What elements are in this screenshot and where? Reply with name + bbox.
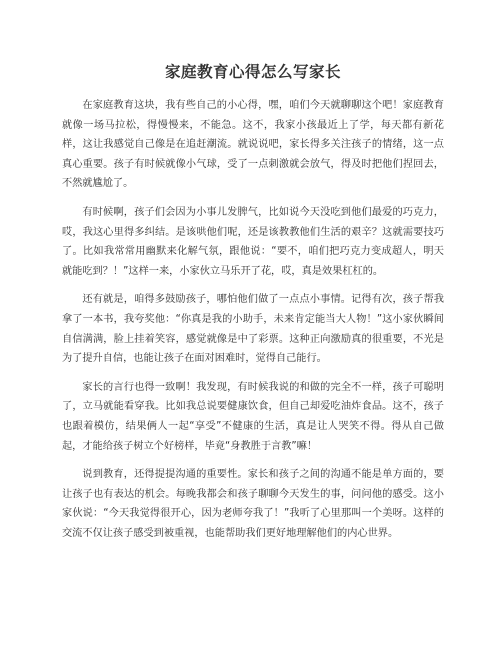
document-title: 家庭教育心得怎么写家长 — [164, 63, 341, 81]
paragraph: 在家庭教育这块，我有些自己的小心得，嘿，咱们今天就聊聊这个吧！家庭教育就像一场马拉松，得慢慢来，不能急。这不，我家小孩最近上了学，每天都有新花样，这让我感觉自己像是在追赶潮流。就说说吧，家长得多关注孩子的情绪，这一点真心重要。孩子有时候就像小气球，受了一点刺激就会放气，得及时把他们捏回去，不然就尴尬了。 — [62, 100, 444, 190]
paragraph: 有时候啊，孩子们会因为小事儿发脾气，比如说今天没吃到他们最爱的巧克力，哎，我这心里得多纠结。是该哄他们呢，还是该教教他们生活的艰辛？这就需要技巧了。比如我常常用幽默来化解气氛，跟他说：“要不，咱们把巧克力变成超人，明天就能吃到？！”这样一来，小家伙立马乐开了花，哎，真是效果杠杠的。 — [62, 206, 444, 277]
paragraph: 还有就是，咱得多鼓励孩子，哪怕他们做了一点点小事情。记得有次，孩子帮我拿了一本书，我夸奖他：“你真是我的小助手，未来肯定能当大人物！”这小家伙瞬间自信满满，脸上挂着笑容，感觉就像是中了彩票。这种正向激励真的很重要，不光是为了提升自信，也能让孩子在面对困难时，觉得自己能行。 — [62, 294, 444, 365]
paragraph: 家长的言行也得一致啊！我发现，有时候我说的和做的完全不一样，孩子可聪明了，立马就能看穿我。比如我总说要健康饮食，但自己却爱吃油炸食品。这不，孩子也跟着模仿，结果俩人一起“享受”不健康的生活，真是让人哭笑不得。得从自己做起，才能给孩子树立个好榜样，毕竟“身教胜于言教”嘛！ — [62, 381, 444, 452]
paragraph: 说到教育，还得提提沟通的重要性。家长和孩子之间的沟通不能是单方面的，要让孩子也有表达的机会。每晚我都会和孩子聊聊今天发生的事，问问他的感受。这小家伙说：“今天我觉得很开心，因为老师夸我了！”我听了心里那叫一个美呀。这样的交流不仅让孩子感受到被重视，也能帮助我们更好地理解他们的内心世界。 — [62, 469, 444, 539]
